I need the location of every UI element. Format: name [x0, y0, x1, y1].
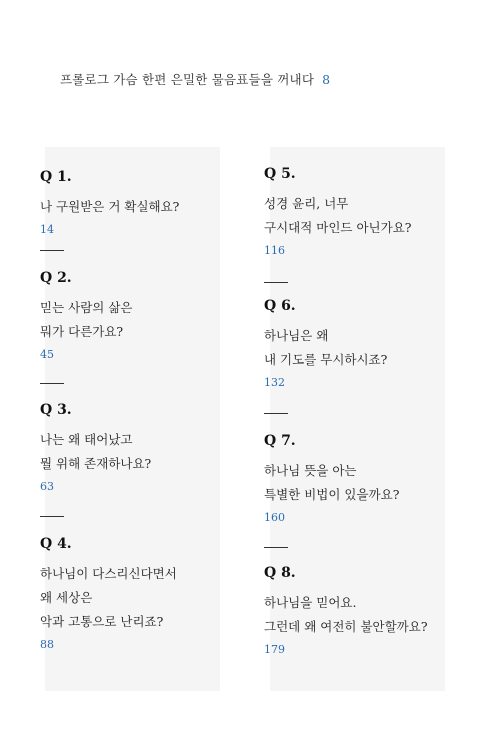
- divider: [264, 413, 288, 414]
- question-label: Q 7.: [264, 433, 296, 449]
- question-page-number: 160: [264, 511, 285, 524]
- question-label: Q 6.: [264, 298, 296, 314]
- question-title: [40, 195, 215, 219]
- question-page-number: 63: [40, 480, 54, 493]
- question-title-line: 하나님 뜻을 아는: [264, 463, 357, 478]
- question-page-number: 45: [40, 348, 54, 361]
- question-title-line: 뭘 위해 존재하나요?: [40, 456, 152, 471]
- toc-entry-q5: [264, 162, 439, 260]
- divider: [264, 282, 288, 283]
- divider: [40, 250, 64, 251]
- question-title-line: 하나님은 왜: [264, 328, 329, 343]
- prologue-title: 프롤로그 가슴 한편 은밀한 물음표들을 꺼내다: [60, 72, 315, 87]
- question-title-line: 나는 왜 태어났고: [40, 432, 133, 447]
- question-title: [40, 562, 215, 634]
- question-title-line: 믿는 사람의 삶은: [40, 300, 133, 315]
- toc-entry-q6: [264, 294, 439, 392]
- question-page-number: 14: [40, 223, 54, 236]
- question-title-line: 내 기도를 무시하시죠?: [264, 352, 388, 367]
- question-page-number: 116: [264, 244, 285, 257]
- question-label: Q 2.: [40, 270, 72, 286]
- prologue-entry: [60, 70, 330, 88]
- question-page-number: 88: [40, 638, 54, 651]
- toc-entry-q3: [40, 398, 215, 496]
- question-label: Q 4.: [40, 536, 72, 552]
- toc-entry-q1: [40, 165, 215, 239]
- question-title-line: 왜 세상은: [40, 590, 93, 605]
- divider: [40, 383, 64, 384]
- question-page-number: 179: [264, 643, 285, 656]
- question-title: [40, 428, 215, 476]
- question-title: [40, 296, 215, 344]
- question-title-line: 구시대적 마인드 아닌가요?: [264, 220, 412, 235]
- question-label: Q 3.: [40, 402, 72, 418]
- question-title-line: 그런데 왜 여전히 불안할까요?: [264, 619, 428, 634]
- question-label: Q 5.: [264, 166, 296, 182]
- question-title-line: 하나님이 다스리신다면서: [40, 566, 177, 581]
- question-title-line: 특별한 비법이 있을까요?: [264, 487, 400, 502]
- question-label: Q 8.: [264, 565, 296, 581]
- question-title: [264, 459, 439, 507]
- toc-entry-q7: [264, 429, 439, 527]
- question-page-number: 132: [264, 376, 285, 389]
- toc-entry-q4: [40, 532, 215, 654]
- question-title: [264, 591, 439, 639]
- question-label: Q 1.: [40, 169, 72, 185]
- toc-entry-q8: [264, 561, 439, 659]
- question-title-line: 뭐가 다른가요?: [40, 324, 124, 339]
- divider: [264, 547, 288, 548]
- question-title-line: 성경 윤리, 너무: [264, 196, 349, 211]
- prologue-page-number: 8: [322, 72, 331, 87]
- question-title: [264, 192, 439, 240]
- question-title-line: 나 구원받은 거 확실해요?: [40, 199, 180, 214]
- toc-entry-q2: [40, 266, 215, 364]
- question-title: [264, 324, 439, 372]
- question-title-line: 하나님을 믿어요.: [264, 595, 357, 610]
- divider: [40, 516, 64, 517]
- question-title-line: 악과 고통으로 난리죠?: [40, 614, 164, 629]
